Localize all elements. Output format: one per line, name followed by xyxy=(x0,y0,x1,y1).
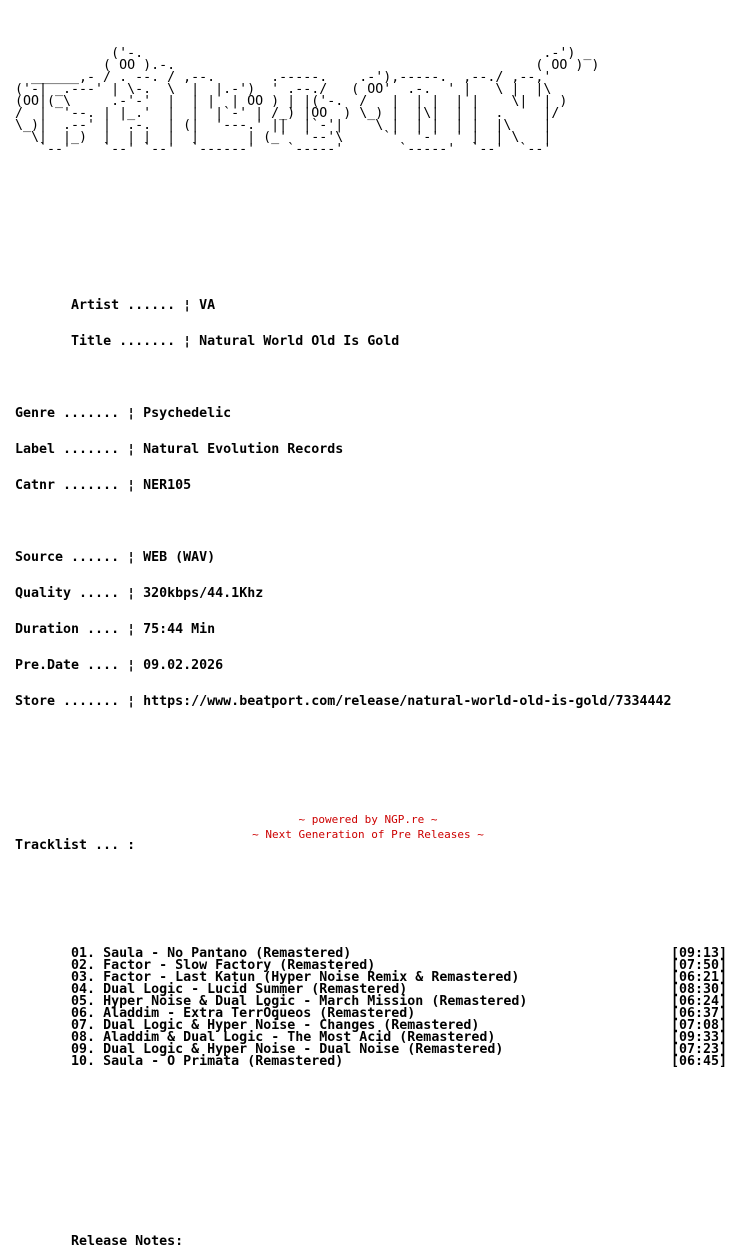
store-link[interactable]: https://www.beatport.com/release/natural-world-old-is-gold/7334442 xyxy=(143,694,672,709)
track-title: Dual Logic & Hyper Noise - Changes (Remastered) xyxy=(103,1018,480,1033)
source-label: Source ...... xyxy=(15,550,120,565)
footer-tagline: ~ Next Generation of Pre Releases ~ xyxy=(252,828,484,841)
quality-label: Quality ..... xyxy=(15,586,120,601)
quality-row: Quality ..... ¦ 320kbps/44.1Khz xyxy=(15,586,264,601)
ascii-logo-line: (OO|(_\ .-'-' | | | | OO ) | |('-. / | | | | | \| | ) xyxy=(15,94,568,109)
track-duration: [08:30] xyxy=(671,982,728,997)
tracklist-heading: Tracklist ... : xyxy=(15,838,136,853)
track-duration: [09:13] xyxy=(671,946,728,961)
title-row: Title ....... ¦ Natural World Old Is Gold xyxy=(71,334,400,349)
track-title: Factor - Slow Factory (Remastered) xyxy=(103,958,376,973)
genre-value: Psychedelic xyxy=(143,406,232,421)
artist-row: Artist ...... ¦ VA xyxy=(71,298,216,313)
footer-powered-by[interactable]: ~ powered by NGP.re ~ xyxy=(298,813,438,826)
store-row: Store ....... ¦ https://www.beatport.com/release/natural-world-old-is-gold/7334442 xyxy=(15,694,672,709)
track-title: Saula - O Primata (Remastered) xyxy=(103,1054,344,1069)
nfo-text xyxy=(15,24,728,1260)
track-duration: [07:23] xyxy=(671,1042,728,1057)
track-title: Aladdim & Dual Logic - The Most Acid (Remastered) xyxy=(103,1030,496,1045)
track-duration: [07:08] xyxy=(671,1018,728,1033)
release-notes-heading: Release Notes: xyxy=(71,1234,184,1249)
label-row: Label ....... ¦ Natural Evolution Records xyxy=(15,442,344,457)
ascii-logo-line: ______,- / . --. / ,--. .-----. .-'),-----. ,--./ ,--,' xyxy=(15,70,552,85)
ascii-logo-line: \_)| .--' | .-. | (| '---.' || |`-'| \ | | | | | |\ | xyxy=(15,118,552,133)
title-label: Title ....... xyxy=(71,334,176,349)
track-number: 02. xyxy=(71,958,96,973)
genre-row: Genre ....... ¦ Psychedelic xyxy=(15,406,232,421)
track-number: 05. xyxy=(71,994,96,1009)
catnr-row: Catnr ....... ¦ NER105 xyxy=(15,478,192,493)
track-number: 06. xyxy=(71,1006,96,1021)
duration-label: Duration .... xyxy=(15,622,120,637)
predate-label: Pre.Date .... xyxy=(15,658,120,673)
ascii-logo-line: \| |_) | | | | | | (_' '--'\ `' '-' ' | | \ | xyxy=(15,130,552,145)
track-title: Saula - No Pantano (Remastered) xyxy=(103,946,352,961)
tracklist xyxy=(15,946,728,1069)
track-number: 08. xyxy=(71,1030,96,1045)
predate-row: Pre.Date .... ¦ 09.02.2026 xyxy=(15,658,224,673)
track-number: 10. xyxy=(71,1054,96,1069)
track-duration: [06:21] xyxy=(671,970,728,985)
genre-label: Genre ....... xyxy=(15,406,120,421)
ascii-logo xyxy=(15,48,671,156)
label-value: Natural Evolution Records xyxy=(143,442,344,457)
track-number: 03. xyxy=(71,970,96,985)
ascii-logo-line: ('-| _.---' | \-. \ | |.-') ' .--./ ( OO' .-. ' | \ | |\ xyxy=(15,82,552,97)
artist-label: Artist ...... xyxy=(71,298,176,313)
ascii-logo-line: / | '--. | |_.' | | |`-' | /_) |OO ) \_) | |\| | | . |/ xyxy=(15,106,560,121)
source-row: Source ...... ¦ WEB (WAV) xyxy=(15,550,216,565)
track-duration: [06:45] xyxy=(671,1054,728,1069)
duration-value: 75:44 Min xyxy=(143,622,216,637)
track-title: Aladdim - Extra TerrÕqueos (Remastered) xyxy=(103,1006,416,1021)
artist-value: VA xyxy=(199,298,216,313)
track-row xyxy=(15,1054,728,1069)
quality-value: 320kbps/44.1Khz xyxy=(143,586,264,601)
track-title: Dual Logic & Hyper Noise - Dual Noise (Remastered) xyxy=(103,1042,504,1057)
ascii-logo-line: `--' `--' `--' `------' `-----' `-----' `--' `--' xyxy=(15,142,552,157)
track-duration: [06:37] xyxy=(671,1006,728,1021)
track-title: Hyper Noise & Dual Logic - March Mission (Remastered) xyxy=(103,994,528,1009)
track-number: 09. xyxy=(71,1042,96,1057)
catnr-value: NER105 xyxy=(143,478,192,493)
store-label: Store ....... xyxy=(15,694,120,709)
source-value: WEB (WAV) xyxy=(143,550,216,565)
track-duration: [06:24] xyxy=(671,994,728,1009)
track-number: 07. xyxy=(71,1018,96,1033)
track-number: 04. xyxy=(71,982,96,997)
predate-value: 09.02.2026 xyxy=(143,658,224,673)
title-value: Natural World Old Is Gold xyxy=(199,334,400,349)
label-label: Label ....... xyxy=(15,442,120,457)
track-title: Dual Logic - Lucid Summer (Remastered) xyxy=(103,982,408,997)
ascii-logo-line: ( OO ).-. ( OO ) ) xyxy=(15,58,600,73)
track-duration: [07:50] xyxy=(671,958,728,973)
track-number: 01. xyxy=(71,946,96,961)
catnr-label: Catnr ....... xyxy=(15,478,120,493)
duration-row: Duration .... ¦ 75:44 Min xyxy=(15,622,216,637)
track-duration: [09:33] xyxy=(671,1030,728,1045)
track-title: Factor - Last Katun (Hyper Noise Remix & Remastered) xyxy=(103,970,520,985)
ascii-logo-line: ('-. .-') _ xyxy=(15,46,592,61)
